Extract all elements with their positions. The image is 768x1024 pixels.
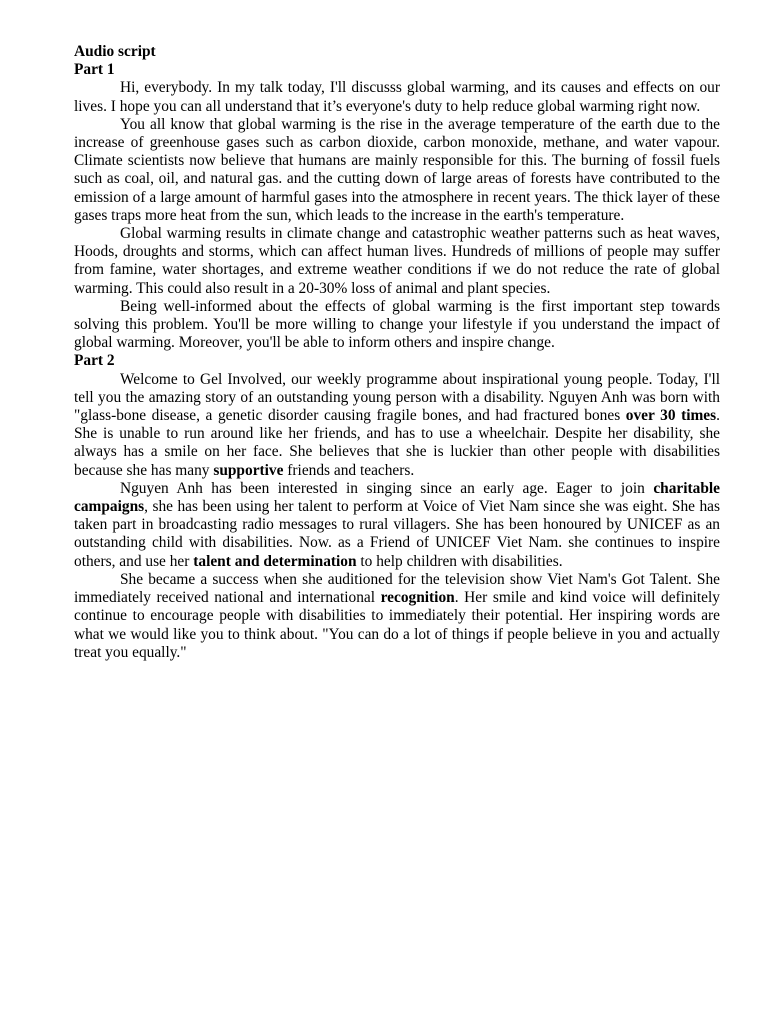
text-run: . She is unable to run around like her friends, and has to use a wheelchair. Despite her disability, she always has a smile on her face. She believes that she is luckier than other people with disabilities because she has many — [74, 407, 720, 479]
paragraph — [74, 79, 720, 115]
text-run: Nguyen Anh has been interested in singing since an early age. Eager to join — [120, 479, 654, 497]
text-run: , she has been using her talent to perform at Voice of Viet Nam since she was eight. She has taken part in broadcasting radio messages to rural villagers. She has been honoured by UNICEF as an outstanding child with disabilities. Now. as a Friend of UNICEF Viet Nam. she continues to inspire others, and use her — [74, 498, 720, 570]
bold-phrase: charitable campaigns — [74, 479, 720, 516]
part2-body — [74, 371, 720, 662]
text-run: to help children with disabilities. — [356, 552, 563, 570]
bold-phrase: supportive — [213, 461, 284, 479]
text-run: Welcome to Gel Involved, our weekly programme about inspirational young people. Today, I'll tell you the amazing story of an outstanding young person with a disability. Nguyen Anh was born with "glass-bone disease, a genetic disorder causing fragile bones, and had fractured bones — [74, 370, 720, 425]
part1-body — [74, 79, 720, 352]
text-run: friends and teachers. — [283, 461, 415, 479]
text-run: You all know that global warming is the rise in the average temperature of the earth due to the increase of greenhouse gases such as carbon dioxide, carbon monoxide, methane, and water vapour. Climate scientists now believe that humans are mainly responsible for this. The burning of fossil fuels such as coal, oil, and natural gas. and the cutting down of large areas of forests have contributed to the emission of a large amount of harmful gases into the atmosphere in recent years. The thick layer of these gases traps more heat from the sun, which leads to the increase in the earth's temperature. — [74, 115, 720, 224]
audio-script-document — [74, 43, 720, 662]
text-run: Being well-informed about the effects of global warming is the first important step towards solving this problem. You'll be more willing to change your lifestyle if you understand the impact of global warming. Moreover, you'll be able to inform others and inspire change. — [74, 297, 720, 352]
bold-phrase: talent and determination — [193, 552, 357, 570]
bold-phrase: recognition — [380, 589, 455, 607]
paragraph — [74, 571, 720, 662]
paragraph — [74, 480, 720, 571]
text-run: . Her smile and kind voice will definitely continue to encourage people with disabilities to immediately their potential. Her inspiring words are what we would like you to think about. "You can do a lot of things if people believe in you and actually treat you equally." — [74, 589, 720, 661]
paragraph — [74, 116, 720, 225]
text-run: Hi, everybody. In my talk today, I'll discusss global warming, and its causes and effects on our lives. I hope you can all understand that it’s everyone's duty to help reduce global warming right now. — [74, 79, 720, 115]
part2-heading: Part 2 — [74, 352, 115, 370]
part1-heading: Part 1 — [74, 61, 115, 79]
paragraph — [74, 225, 720, 298]
bold-phrase: over 30 times — [625, 407, 717, 425]
paragraph — [74, 298, 720, 353]
document-title: Audio script — [74, 43, 156, 60]
text-run: She became a success when she auditioned for the television show Viet Nam's Got Talent. She immediately received national and international — [74, 570, 720, 607]
text-run: Global warming results in climate change and catastrophic weather patterns such as heat waves, Hoods, droughts and storms, which can affect human lives. Hundreds of millions of people may suffer from famine, water shortages, and extreme weather conditions if we do not reduce the rate of global warming. This could also result in a 20-30% loss of animal and plant species. — [74, 225, 720, 297]
paragraph — [74, 371, 720, 480]
